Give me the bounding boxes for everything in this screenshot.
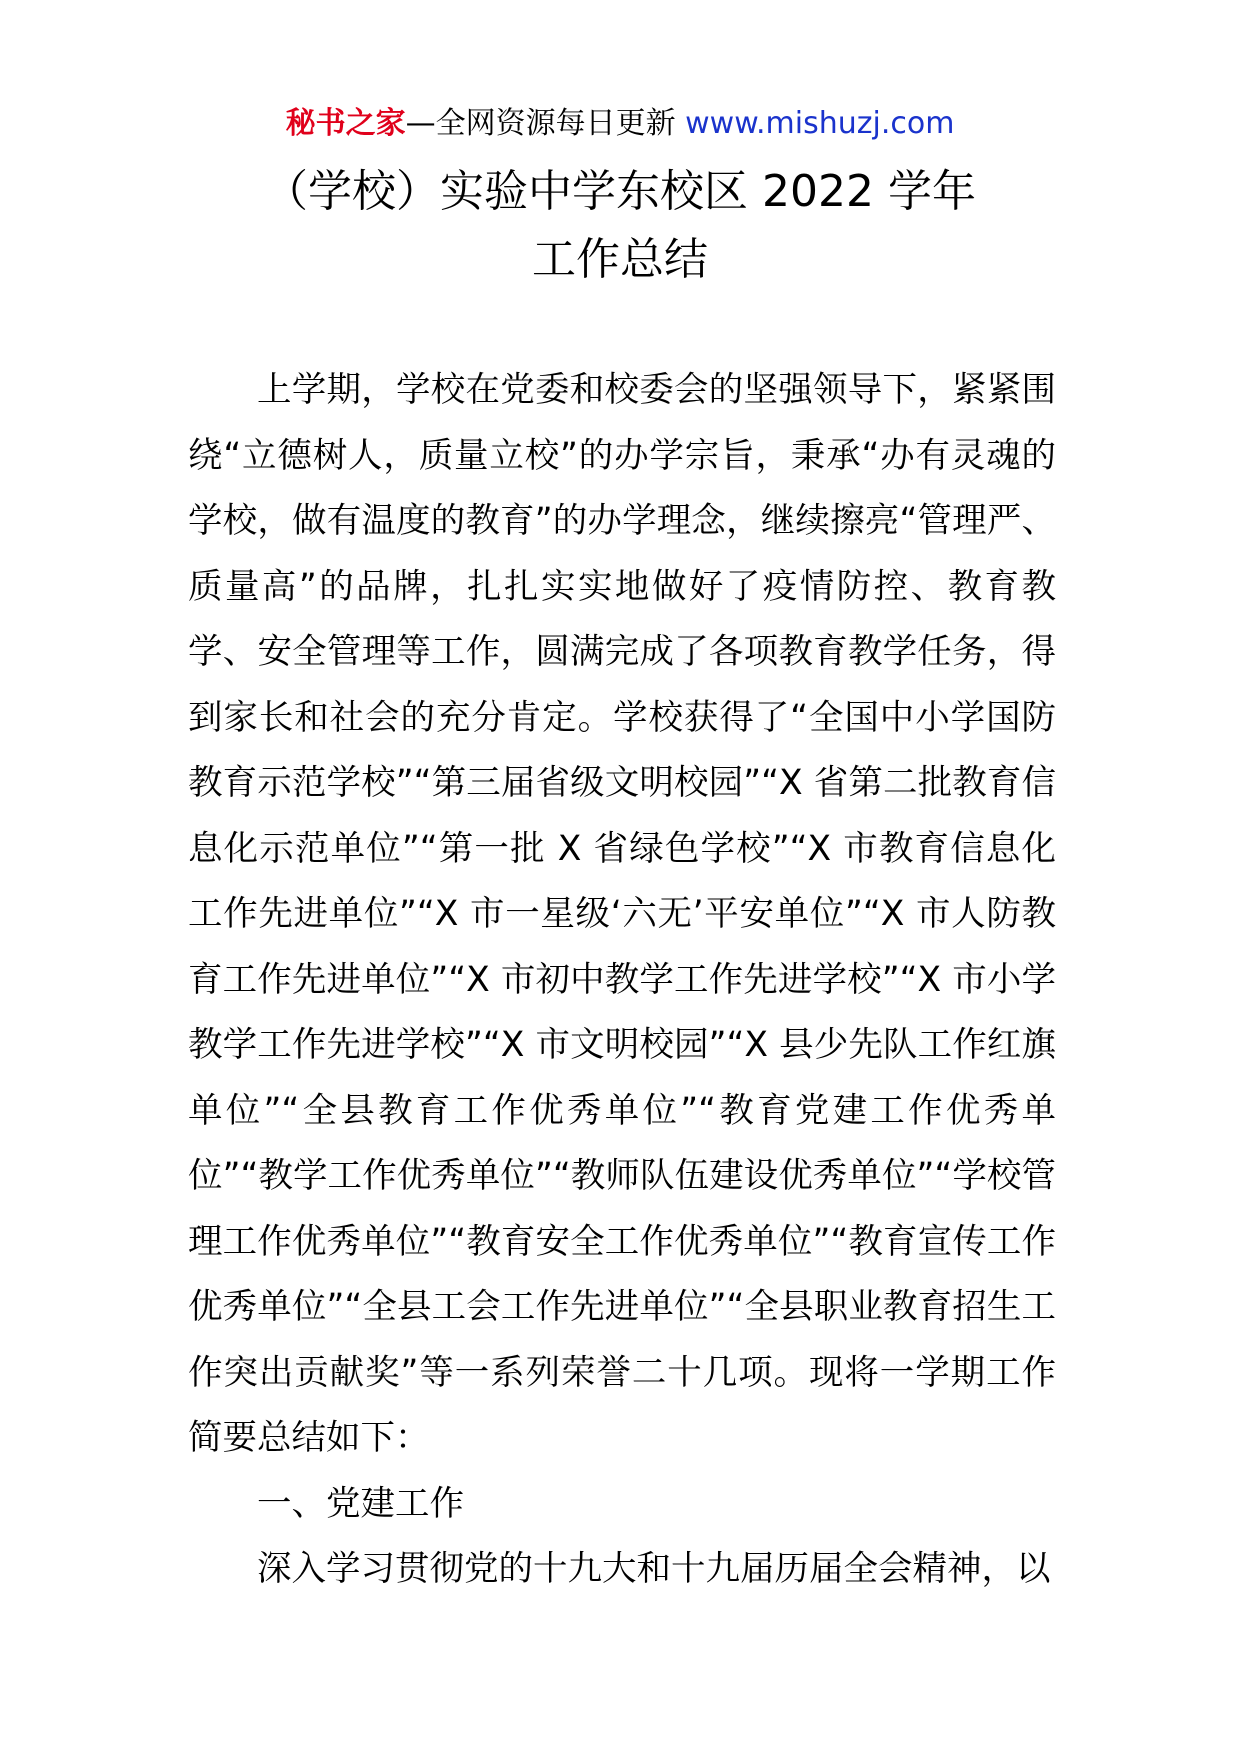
document-title-line1: （学校）实验中学东校区 2022 学年 [264,166,976,217]
section-paragraph: 深入学习贯彻党的十九大和十九届历届全会精神，以 [257,1549,1051,1589]
watermark-banner [0,102,1240,146]
intro-paragraph: 上学期，学校在党委和校委会的坚强领导下，紧紧围绕“立德树人，质量立校”的办学宗旨，秉承“办有灵魂的学校，做有温度的教育”的办学理念，继续擦亮“管理严、质量高”的品牌，扎扎实实地做好了疫情防控、教育教学、安全管理等工作，圆满完成了各项教育教学任务，得到家长和社会的充分肯定。学校获得了“全国中小学国防教育示范学校”“第三届省级文明校园”“X 省第二批教育信息化示范单位”“第一批 X 省绿色学校”“X 市教育信息化工作先进单位”“X 市一星级‘六无’平安单位”“X 市人防教育工作先进单位”“X 市初中教学工作先进学校”“X 市小学教学工作先进学校”“X 市文明校园”“X 县少先队工作红旗单位”“全县教育工作优秀单位”“教育党建工作优秀单位”“教学工作优秀单位”“教师队伍建设优秀单位”“学校管理工作优秀单位”“教育安全工作优秀单位”“教育宣传工作优秀单位”“全县工会工作先进单位”“全县职业教育招生工作突出贡献奖”等一系列荣誉二十几项。现将一学期工作简要总结如下： [188,370,1056,1458]
banner-brand: 秘书之家 [285,106,406,141]
banner-url[interactable]: www.mishuzj.com [685,106,955,141]
banner-tagline: —全网资源每日更新 [405,106,686,141]
document-title-line2: 工作总结 [532,234,708,285]
section-heading: 一、党建工作 [257,1483,464,1524]
document-body [188,358,1056,1603]
